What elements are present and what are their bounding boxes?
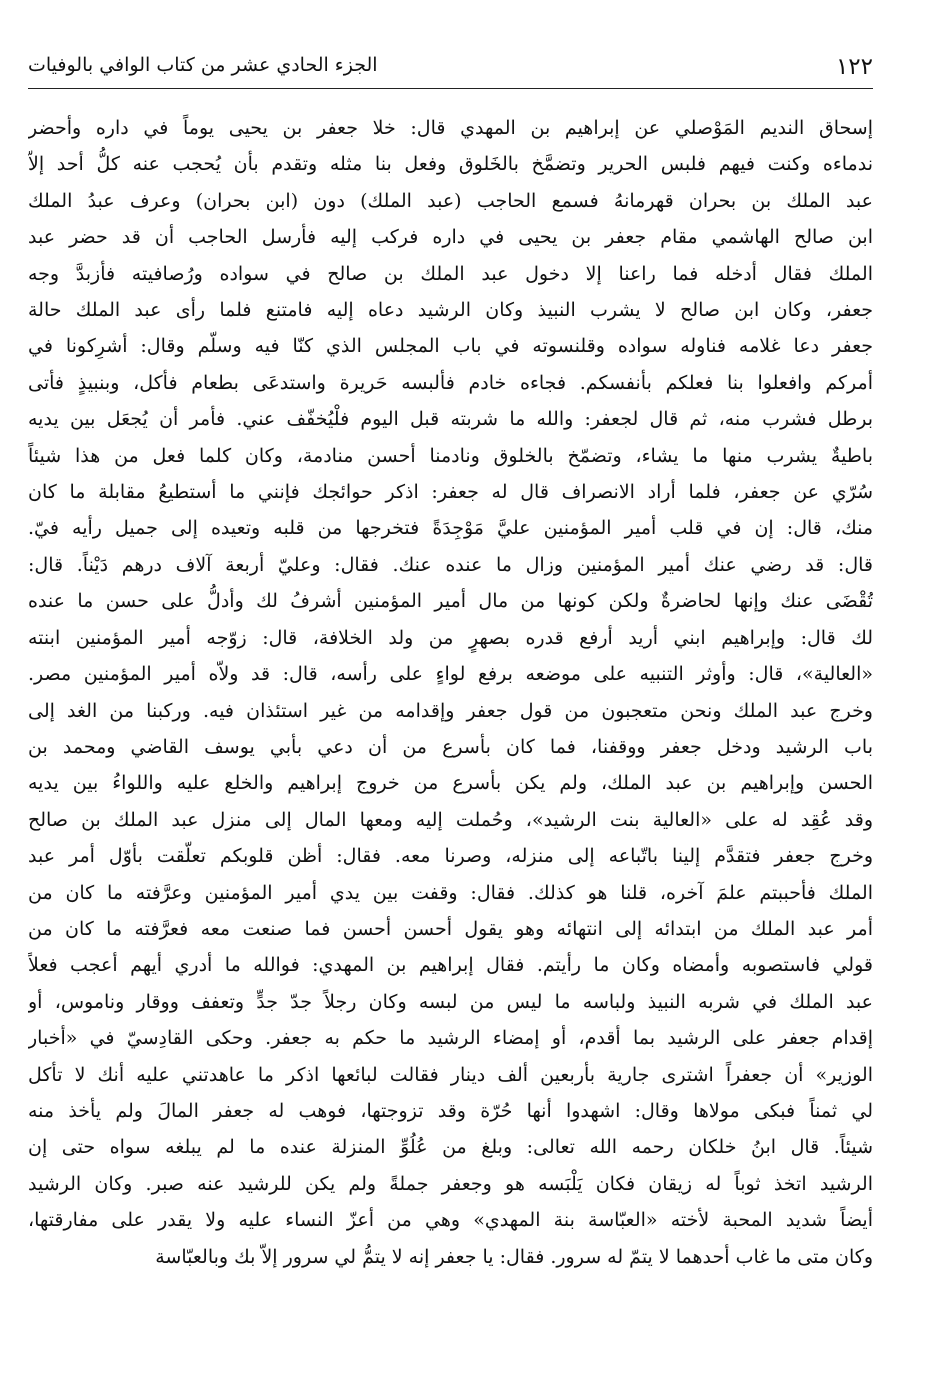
text-line: تُقْضَى عنك وإنها لحاضرةٌ ولكن كونها من مال أمير المؤمنين أشرفُ لك وأدلُّ على حسن ما عنده	[28, 590, 873, 613]
page-header	[28, 52, 873, 88]
body-text	[28, 110, 873, 1275]
text-line: باب الرشيد ودخل جعفر ووقفنا، فما كان بأسرع من أن دعي بأبي يوسف القاضي ومحمد بن	[28, 735, 873, 758]
text-line: أمر عبد الملك من ابتدائه إلى انتهائه وهو يقول أحسن أحسن فما صنعت معه فعرَّفته ما كان من	[28, 917, 873, 940]
text-line: وقد عُقِد له على «العالية بنت الرشيد»، وحُملت إليه ومعها المال إلى منزل عبد الملك بن صالح	[28, 808, 873, 831]
text-line: أيضاً شديد المحبة لأخته «العبّاسة بنة المهدي» وهي من أعزّ النساء عليه ولا يقدر على مفارقتها،	[28, 1209, 873, 1232]
text-line: جعفر دعا غلامه فناوله سواده وقلنسوته في باب المجلس الذي كنّا فيه وسلّم وقال: أشرِكونا في	[28, 335, 873, 358]
text-line: جعفر، وكان ابن صالح لا يشرب النبيذ وكان الرشيد دعاه إليه فامتنع فلما رأى عبد الملك حالة	[28, 299, 873, 322]
text-line: إقدام جعفر على الرشيد بما أقدم، أو إمضاء الرشيد ما حكم به جعفر. وحكى القادِسيّ في «أخبار	[28, 1027, 873, 1050]
text-line: وخرج جعفر فتقدَّم إلينا باتّباعه إلى منزله، وصرنا معه. فقال: أظن قلوبكم تعلّقت بأوّل أمر عبد	[28, 845, 873, 868]
text-line: قولي فاستصوبه وأمضاه وكان ما رأيتم. فقال إبراهيم بن المهدي: فوالله ما أدري أيهم أعجب فعلاً	[28, 954, 873, 977]
text-line: باطيةٌ يشرب منها ما يشاء، وتضمّخ بالخلوق ونادمنا أحسن منادمة، وكان كلما فعل من هذا شيئاً	[28, 444, 873, 467]
text-line: أمركم وافعلوا بنا فعلكم بأنفسكم. فجاءه خادم فألبسه حَريرة واستدعَى بطعام فأكل، وبنبيذٍ فأتى	[28, 371, 873, 394]
text-line: برطل فشرب منه، ثم قال لجعفر: والله ما شربته قبل اليوم فلْيُخفّف عني. فأمر أن يُجعَل بين يديه	[28, 408, 873, 431]
text-line: سُرّي عن جعفر، فلما أراد الانصراف قال له جعفر: اذكر حوائجك فإنني ما أستطيعُ مقابلة ما كان	[28, 481, 873, 504]
text-line: الحسن وإبراهيم بن عبد الملك، ولم يكن بأسرع من خروج إبراهيم والخلع عليه واللواءُ بين يديه	[28, 772, 873, 795]
text-line: عبد الملك بن بحران قهرمانهُ فسمع الحاجب (عبد الملك) دون (ابن بحران) وعرف عبدُ الملك	[28, 189, 873, 212]
text-line: لك قال: وإبراهيم ابني أريد أرفع قدره بصهرٍ من ولد الخلافة، قال: زوّجه أمير المؤمنين ابنته	[28, 626, 873, 649]
running-title: الجزء الحادي عشر من كتاب الوافي بالوفيات	[28, 54, 378, 76]
text-line: منك، قال: إن في قلب أمير المؤمنين عليَّ مَوْجِدَةً فتخرجها من قلبه وتعيده إلى جميل رأيه فيّ.	[28, 517, 873, 540]
text-line: الملك فقال أدخله فما راعنا إلا دخول عبد الملك بن صالح في سواده ورُصافيته فأزبدَّ وجه	[28, 262, 873, 285]
text-line: الملك فأحببتم علمَ آخره، قلنا هو كذلك. فقال: وقفت بين يدي أمير المؤمنين وعرَّفته ما كان من	[28, 881, 873, 904]
text-line: ابن صالح الهاشمي مقام جعفر بن يحيى في داره فركب إليه فأرسل الحاجب أن قد حضر عبد	[28, 226, 873, 249]
text-line: الوزير» أن جعفراً اشترى جارية بأربعين ألف دينار فقالت لبائعها اذكر ما عاهدتني عليه أنك لا تأكل	[28, 1063, 873, 1086]
text-line: عبد الملك في شربه النبيذ ولباسه ما ليس من لبسه وكان رجلاً جدّ جدٍّ وتعفف ووقار وناموس، أو	[28, 990, 873, 1013]
text-line: وخرج عبد الملك ونحن متعجبون من قول جعفر وإقدامه من غير استئذان فيه. وركبنا من الغد إلى	[28, 699, 873, 722]
text-line: ندماءه وكنت فيهم فلبس الحرير وتضمَّخ بالخَلوق وفعل بنا مثله وتقدم بأن يُحجب عنه كلُّ أحد إلاّ	[28, 153, 873, 176]
page-number: ١٢٢	[835, 54, 873, 80]
text-line: إسحاق النديم المَوْصلي عن إبراهيم بن المهدي قال: خلا جعفر بن يحيى يوماً في داره وأحضر	[28, 117, 873, 139]
text-line: شيئاً. قال ابنُ خلكان رحمه الله تعالى: وبلغ من عُلُوِّ المنزلة عنده ما لم يبلغه سواه حتى إن	[28, 1136, 873, 1159]
text-line: الرشيد اتخذ ثوباً له زيقان فكان يَلْبَسه هو وجعفر جملةً ولم يكن للرشيد عنه صبر. وكان الرشيد	[28, 1172, 873, 1195]
text-line: وكان متى ما غاب أحدهما لا يتمّ له سرور. فقال: يا جعفر إنه لا يتمُّ لي سرور إلاّ بك وبالعبّاسة	[155, 1245, 873, 1268]
text-line: «العالية»، قال: وأوثر التنبيه على موضعه برفع لواءٍ على رأسه، قال: قد ولاّه أمير المؤمنين مصر.	[28, 663, 873, 686]
text-line: قال: قد رضي عنك أمير المؤمنين وزال ما عنده عنك. فقال: وعليّ أربعة آلاف درهم دَيْناً. قال:	[28, 553, 873, 576]
header-divider	[28, 88, 873, 89]
text-line: لي ثمناً فبكى مولاها وقال: اشهدوا أنها حُرّة وقد تزوجتها، فوهب له جعفر المالَ ولم يأخذ منه	[28, 1099, 873, 1122]
